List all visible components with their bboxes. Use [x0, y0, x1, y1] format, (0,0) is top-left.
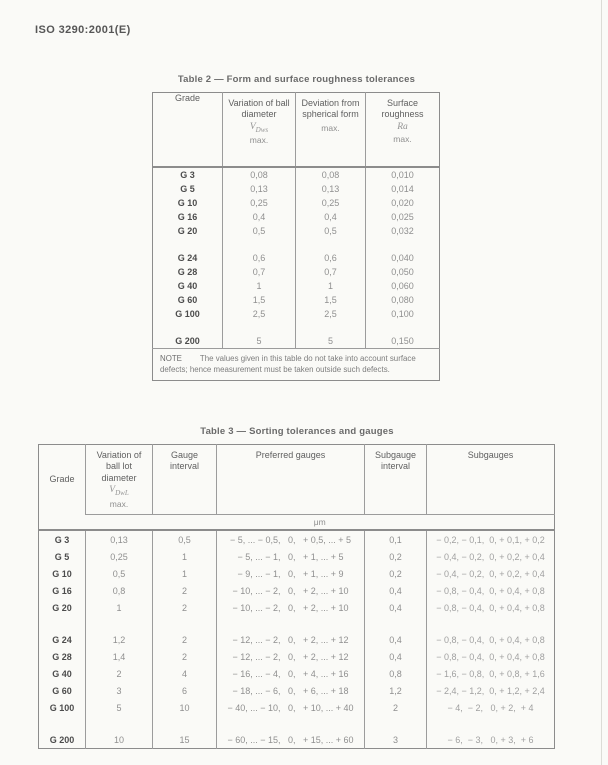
table3-section — [38, 426, 556, 749]
row-gap — [153, 238, 440, 251]
table3 — [38, 444, 555, 749]
preferred-gauges-cell: − 5, ... − 1, 0, + 1, ... + 5 — [217, 548, 365, 565]
subgauge-interval-cell: 0,8 — [365, 665, 427, 682]
variation-header-label: Variation of ball lot diameter — [96, 450, 142, 483]
gauge-interval-header-label: Gauge interval — [169, 450, 199, 472]
grade-cell: G 200 — [175, 335, 200, 346]
variation-cell: 0,25 — [86, 548, 153, 565]
variation-cell: 5 — [223, 334, 296, 349]
roughness-cell: 0,014 — [366, 182, 440, 196]
roughness-symbol-block — [393, 121, 411, 144]
subgauges-cell: − 4, − 2, 0, + 2, + 4 — [427, 699, 555, 716]
subgauges-cell: − 0,8, − 0,4, 0, + 0,4, + 0,8 — [427, 582, 555, 599]
roughness-max-label: max. — [393, 133, 412, 144]
variation-cell: 1,2 — [86, 631, 153, 648]
table3-col-grade — [39, 445, 86, 531]
gauge-interval-cell: 2 — [153, 631, 217, 648]
variation-cell: 3 — [86, 682, 153, 699]
roughness-cell: 0,040 — [366, 251, 440, 265]
table2-section — [152, 74, 441, 381]
preferred-gauges-cell: − 10, ... − 2, 0, + 2, ... + 10 — [217, 582, 365, 599]
grade-cell: G 28 — [52, 651, 72, 662]
table-row — [153, 265, 440, 279]
grade-cell: G 100 — [49, 702, 75, 713]
subgauge-interval-cell: 2 — [365, 699, 427, 716]
subgauges-cell: − 0,8, − 0,4, 0, + 0,4, + 0,8 — [427, 648, 555, 665]
row-gap — [39, 616, 555, 631]
subgauge-interval-cell: 0,4 — [365, 599, 427, 616]
grade-cell: G 28 — [177, 266, 198, 277]
grade-cell: G 16 — [177, 211, 198, 222]
roughness-cell: 0,050 — [366, 265, 440, 279]
grade-cell: G 40 — [52, 668, 72, 679]
variation-cell: 2,5 — [223, 307, 296, 321]
grade-cell: G 3 — [180, 169, 195, 180]
table2-note-cell — [153, 348, 440, 380]
table-row — [153, 293, 440, 307]
table-row — [39, 731, 555, 749]
preferred-gauges-header-label: Preferred gauges — [255, 450, 326, 460]
variation-cell: 0,13 — [223, 182, 296, 196]
table3-col-preferred — [217, 445, 365, 515]
preferred-gauges-cell: − 5, ... − 0,5, 0, + 0,5, ... + 5 — [217, 530, 365, 548]
grade-cell: G 5 — [180, 183, 195, 194]
subgauges-cell: − 6, − 3, 0, + 3, + 6 — [427, 731, 555, 749]
gauge-interval-cell: 0,5 — [153, 530, 217, 548]
deviation-cell: 0,25 — [296, 196, 366, 210]
gauge-interval-cell: 10 — [153, 699, 217, 716]
row-gap — [153, 321, 440, 334]
deviation-cell: 0,13 — [296, 182, 366, 196]
variation-symbol-block — [250, 121, 268, 146]
roughness-cell: 0,080 — [366, 293, 440, 307]
variation-cell: 0,25 — [223, 196, 296, 210]
table3-col-gauge-interval — [153, 445, 217, 515]
table2 — [152, 92, 440, 381]
subgauges-cell: − 0,4, − 0,2, 0, + 0,2, + 0,4 — [427, 548, 555, 565]
gauge-interval-cell: 2 — [153, 582, 217, 599]
ra-symbol: Ra — [397, 121, 408, 132]
subgauges-cell: − 2,4, − 1,2, 0, + 1,2, + 2,4 — [427, 682, 555, 699]
roughness-cell: 0,150 — [366, 334, 440, 349]
table2-note-row — [153, 348, 440, 380]
deviation-cell: 0,5 — [296, 224, 366, 238]
variation-cell: 1 — [223, 279, 296, 293]
grade-cell: G 60 — [177, 294, 198, 305]
gauge-interval-cell: 2 — [153, 599, 217, 616]
unit-cell: μm — [86, 515, 555, 531]
subgauge-interval-cell: 0,2 — [365, 565, 427, 582]
variation-cell: 0,08 — [223, 167, 296, 182]
preferred-gauges-cell: − 40, ... − 10, 0, + 10, ... + 40 — [217, 699, 365, 716]
variation-cell: 0,6 — [223, 251, 296, 265]
table-row — [39, 631, 555, 648]
variation-cell: 0,4 — [223, 210, 296, 224]
table-row — [153, 279, 440, 293]
preferred-gauges-cell: − 12, ... − 2, 0, + 2, ... + 12 — [217, 631, 365, 648]
subgauges-cell: − 0,8, − 0,4, 0, + 0,4, + 0,8 — [427, 599, 555, 616]
table-row — [39, 599, 555, 616]
vdwl-symbol: $V_{DwL}$ — [109, 484, 129, 497]
deviation-cell: 0,4 — [296, 210, 366, 224]
deviation-cell: 1,5 — [296, 293, 366, 307]
table-row — [153, 210, 440, 224]
table-row — [153, 251, 440, 265]
gauge-interval-cell: 6 — [153, 682, 217, 699]
variation-cell: 5 — [86, 699, 153, 716]
variation-cell: 0,8 — [86, 582, 153, 599]
vdws-symbol: $V_{Dws}$ — [249, 121, 269, 134]
table-row — [153, 334, 440, 349]
preferred-gauges-cell: − 60, ... − 15, 0, + 15, ... + 60 — [217, 731, 365, 749]
grade-cell: G 24 — [52, 634, 72, 645]
table-row — [39, 682, 555, 699]
roughness-header-label: Surface roughness — [381, 98, 424, 120]
grade-cell: G 24 — [177, 252, 198, 263]
grade-cell: G 60 — [52, 685, 72, 696]
variation-max-label: max. — [249, 135, 269, 146]
table-row — [153, 307, 440, 321]
preferred-gauges-cell: − 10, ... − 2, 0, + 2, ... + 10 — [217, 599, 365, 616]
table3-title: Table 3 — Sorting tolerances and gauges — [200, 426, 394, 437]
roughness-cell: 0,060 — [366, 279, 440, 293]
deviation-max-label: max. — [321, 122, 340, 133]
subgauge-interval-cell: 0,4 — [365, 582, 427, 599]
deviation-header-label: Deviation from spherical form — [301, 98, 360, 120]
grade-cell: G 3 — [54, 534, 70, 545]
grade-cell: G 10 — [52, 568, 72, 579]
grade-cell: G 20 — [177, 225, 198, 236]
subgauges-cell: − 1,6, − 0,8, 0, + 0,8, + 1,6 — [427, 665, 555, 682]
note-text: The values given in this table do not take into account surface defects; hence measurement must be taken outside such defects. — [160, 353, 416, 374]
gauge-interval-cell: 15 — [153, 731, 217, 749]
roughness-cell: 0,025 — [366, 210, 440, 224]
note-label: NOTE — [160, 353, 182, 363]
subgauge-interval-header-label: Subgauge interval — [374, 450, 417, 472]
table3-col-subgauges — [427, 445, 555, 515]
gauge-interval-cell: 1 — [153, 565, 217, 582]
row-gap — [39, 716, 555, 731]
variation-cell: 1,5 — [223, 293, 296, 307]
roughness-cell: 0,032 — [366, 224, 440, 238]
subgauge-interval-cell: 0,2 — [365, 548, 427, 565]
variation-cell: 0,5 — [86, 565, 153, 582]
variation-cell: 1 — [86, 599, 153, 616]
table-row — [39, 565, 555, 582]
subgauges-header-label: Subgauges — [467, 450, 514, 460]
gauge-interval-cell: 4 — [153, 665, 217, 682]
table3-unit-row — [39, 515, 555, 531]
variation-symbol-block — [109, 484, 128, 509]
roughness-cell: 0,020 — [366, 196, 440, 210]
grade-header-label: Grade — [49, 474, 75, 485]
grade-cell: G 200 — [49, 734, 75, 745]
table-row — [153, 182, 440, 196]
table2-col-variation — [223, 93, 296, 167]
table-row — [153, 224, 440, 238]
table-row — [153, 167, 440, 182]
subgauges-cell: − 0,8, − 0,4, 0, + 0,4, + 0,8 — [427, 631, 555, 648]
preferred-gauges-cell: − 12, ... − 2, 0, + 2, ... + 12 — [217, 648, 365, 665]
table3-col-variation — [86, 445, 153, 515]
grade-cell: G 20 — [52, 602, 72, 613]
table-row — [39, 548, 555, 565]
table2-title: Table 2 — Form and surface roughness tolerances — [177, 74, 416, 85]
preferred-gauges-cell: − 16, ... − 4, 0, + 4, ... + 16 — [217, 665, 365, 682]
deviation-cell: 1 — [296, 279, 366, 293]
table2-col-deviation — [296, 93, 366, 167]
table-row — [39, 648, 555, 665]
deviation-cell: 0,7 — [296, 265, 366, 279]
preferred-gauges-cell: − 18, ... − 6, 0, + 6, ... + 18 — [217, 682, 365, 699]
deviation-cell: 0,08 — [296, 167, 366, 182]
table3-col-subgauge-interval — [365, 445, 427, 515]
table-row — [39, 582, 555, 599]
roughness-cell: 0,100 — [366, 307, 440, 321]
variation-cell: 0,5 — [223, 224, 296, 238]
variation-max-label: max. — [109, 498, 129, 509]
variation-cell: 1,4 — [86, 648, 153, 665]
table-row — [39, 699, 555, 716]
grade-cell: G 10 — [177, 197, 198, 208]
scan-page-edge — [601, 0, 602, 765]
preferred-gauges-cell: − 9, ... − 1, 0, + 1, ... + 9 — [217, 565, 365, 582]
table-row — [39, 530, 555, 548]
subgauge-interval-cell: 0,1 — [365, 530, 427, 548]
subgauge-interval-cell: 0,4 — [365, 648, 427, 665]
grade-header-label: Grade — [174, 93, 200, 103]
table2-header-row — [153, 93, 440, 167]
table-row — [153, 196, 440, 210]
deviation-cell: 2,5 — [296, 307, 366, 321]
variation-cell: 10 — [86, 731, 153, 749]
subgauges-cell: − 0,2, − 0,1, 0, + 0,1, + 0,2 — [427, 530, 555, 548]
deviation-cell: 0,6 — [296, 251, 366, 265]
grade-cell: G 100 — [175, 308, 200, 319]
variation-header-label: Variation of ball diameter — [228, 98, 290, 120]
table3-header-row — [39, 445, 555, 515]
gauge-interval-cell: 2 — [153, 648, 217, 665]
table2-col-grade — [153, 93, 223, 167]
table-row — [39, 665, 555, 682]
deviation-cell: 5 — [296, 334, 366, 349]
variation-cell: 0,13 — [86, 530, 153, 548]
grade-cell: G 40 — [177, 280, 198, 291]
variation-cell: 0,7 — [223, 265, 296, 279]
subgauge-interval-cell: 1,2 — [365, 682, 427, 699]
subgauge-interval-cell: 0,4 — [365, 631, 427, 648]
document-header: ISO 3290:2001(E) — [35, 24, 131, 36]
gauge-interval-cell: 1 — [153, 548, 217, 565]
grade-cell: G 5 — [54, 551, 70, 562]
grade-cell: G 16 — [52, 585, 72, 596]
subgauge-interval-cell: 3 — [365, 731, 427, 749]
table2-col-roughness — [366, 93, 440, 167]
subgauges-cell: − 0,4, − 0,2, 0, + 0,2, + 0,4 — [427, 565, 555, 582]
roughness-cell: 0,010 — [366, 167, 440, 182]
variation-cell: 2 — [86, 665, 153, 682]
